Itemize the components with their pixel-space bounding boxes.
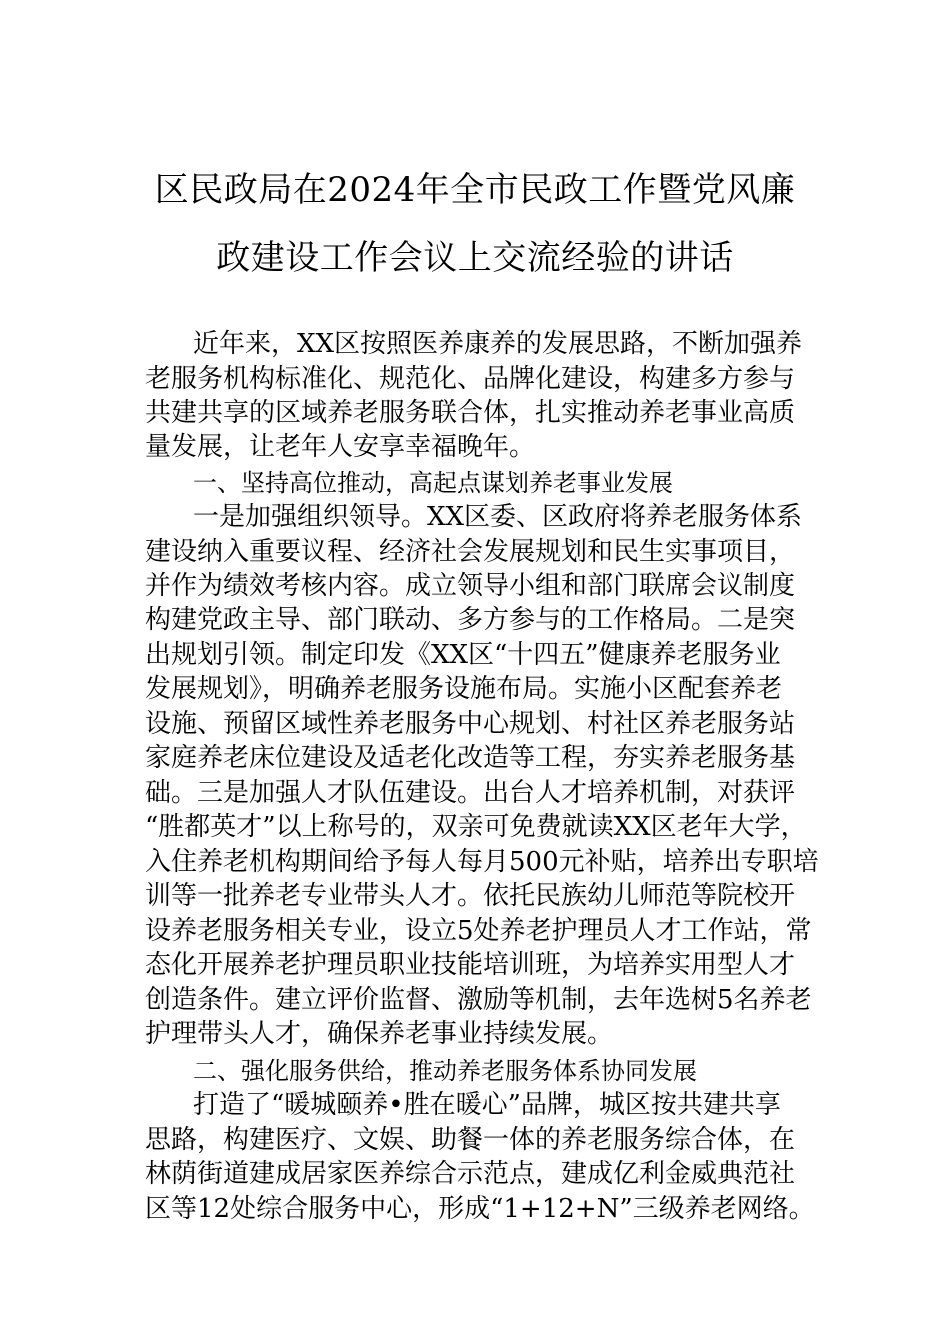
body-line: 发展规划》，明确养老服务设施布局。实施小区配套养老 — [145, 674, 783, 704]
body-line: 设养老服务相关专业，设立5处养老护理员人才工作站，常 — [145, 916, 812, 946]
body-line: 训等一批养老专业带头人才。依托民族幼儿师范等院校开 — [145, 881, 796, 911]
body-line: 老服务机构标准化、规范化、品牌化建设，构建多方参与 — [145, 364, 796, 394]
body-line: 区等12处综合服务中心，形成“1+12+N”三级养老网络。 — [145, 1194, 815, 1224]
body-line: 构建党政主导、部门联动、多方参与的工作格局。二是突 — [145, 605, 796, 635]
body-line: “胜都英才”以上称号的，双亲可免费就读XX区老年大学， — [145, 812, 807, 842]
document-title-line-1: 区民政局在2024年全市民政工作暨党风廉 — [154, 170, 796, 210]
body-line: 共建共享的区域养老服务联合体，扎实推动养老事业高质 — [145, 398, 796, 428]
body-line: 量发展，让老年人安享幸福晚年。 — [145, 432, 536, 462]
section-heading-1: 一、坚持高位推动，高起点谋划养老事业发展 — [193, 469, 673, 497]
body-line: 一是加强组织领导。XX区委、区政府将养老服务体系 — [193, 502, 803, 532]
body-line: 并作为绩效考核内容。成立领导小组和部门联席会议制度 — [145, 571, 796, 601]
body-line: 护理带头人才，确保养老事业持续发展。 — [145, 1019, 614, 1049]
body-line: 创造条件。建立评价监督、激励等机制，去年选树5名养老 — [145, 985, 812, 1015]
body-line: 出规划引领。制定印发《XX区“十四五”健康养老服务业 — [145, 640, 781, 670]
body-line: 入住养老机构期间给予每人每月500元补贴，培养出专职培 — [145, 847, 819, 877]
body-line: 打造了“暖城颐养•胜在暖心”品牌，城区按共建共享 — [193, 1090, 781, 1120]
body-line: 设施、预留区域性养老服务中心规划、村社区养老服务站 — [145, 709, 796, 739]
body-line: 家庭养老床位建设及适老化改造等工程，夯实养老服务基 — [145, 743, 796, 773]
body-line: 近年来，XX区按照医养康养的发展思路，不断加强养 — [193, 329, 803, 359]
body-line: 础。三是加强人才队伍建设。出台人才培养机制，对获评 — [145, 778, 796, 808]
body-line: 态化开展养老护理员职业技能培训班，为培养实用型人才 — [145, 950, 796, 980]
body-line: 思路，构建医疗、文娱、助餐一体的养老服务综合体，在 — [145, 1125, 796, 1155]
body-line: 建设纳入重要议程、经济社会发展规划和民生实事项目， — [145, 537, 796, 567]
body-line: 林荫街道建成居家医养综合示范点，建成亿利金威典范社 — [145, 1159, 796, 1189]
document-title-line-2: 政建设工作会议上交流经验的讲话 — [216, 238, 734, 278]
section-heading-2: 二、强化服务供给，推动养老服务体系协同发展 — [193, 1057, 697, 1085]
